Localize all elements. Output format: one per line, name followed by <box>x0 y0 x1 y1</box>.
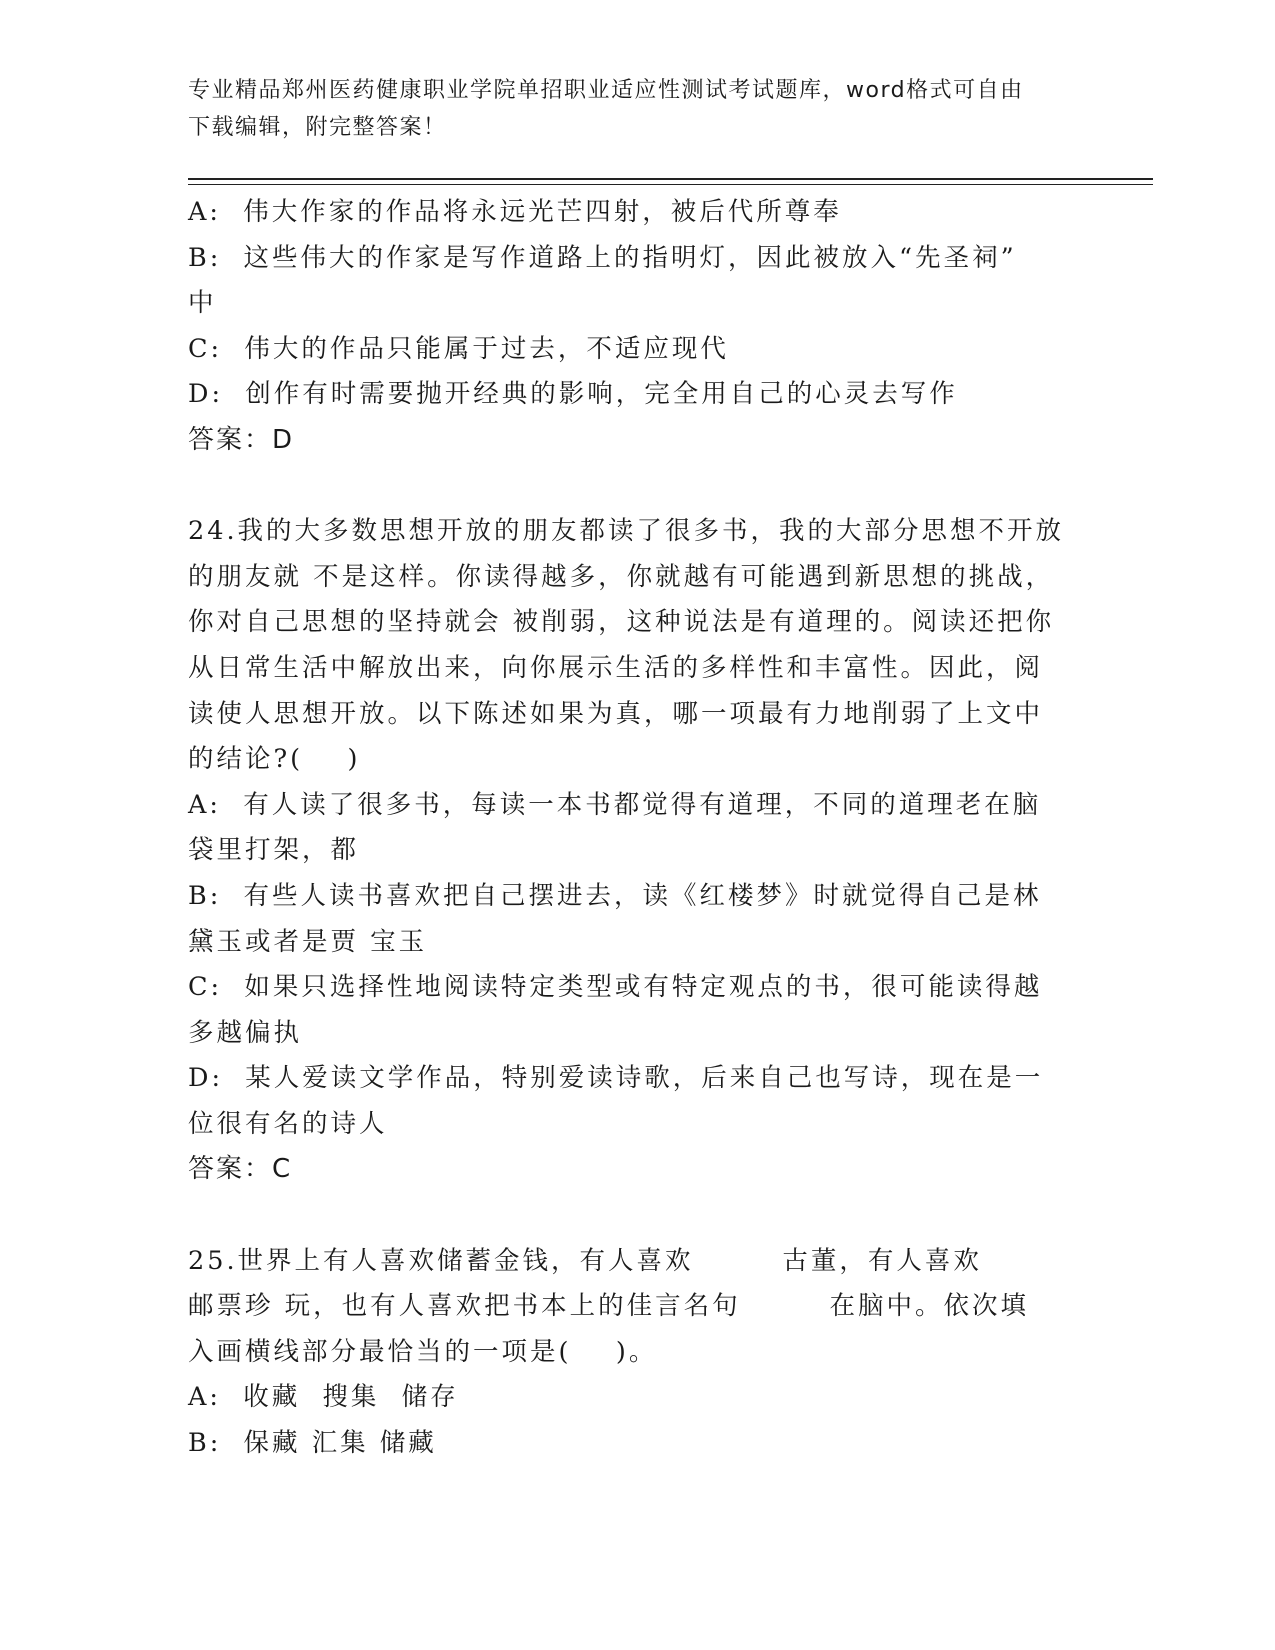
question-stem-line: 的结论?( ) <box>188 744 361 775</box>
question-stem-line: 24.我的大多数思想开放的朋友都读了很多书，我的大部分思想不开放 <box>188 516 1065 547</box>
option-d: D: 某人爱读文学作品，特别爱读诗歌，后来自己也写诗，现在是一 <box>188 1063 1044 1094</box>
header-line-2: 下载编辑，附完整答案！ <box>188 115 447 140</box>
question-stem-line: 的朋友就 不是这样。你读得越多，你就越有可能遇到新思想的挑战， <box>188 561 1055 592</box>
question-content <box>188 190 1088 1467</box>
spacer <box>188 1193 1088 1239</box>
option-a: A: 收藏 搜集 储存 <box>188 1382 459 1413</box>
option-b-continued: 黛玉或者是贾 宝玉 <box>188 926 428 957</box>
spacer <box>188 464 1088 510</box>
header-divider <box>188 178 1153 180</box>
option-a-continued: 袋里打架，都 <box>188 835 360 866</box>
question-stem-line: 入画横线部分最恰当的一项是( )。 <box>188 1336 658 1367</box>
question-stem-line: 25.世界上有人喜欢储蓄金钱，有人喜欢 古董，有人喜欢 <box>188 1245 982 1276</box>
option-b-continued: 中 <box>188 288 217 319</box>
option-a: A: 有人读了很多书，每读一本书都觉得有道理，不同的道理老在脑 <box>188 789 1042 820</box>
option-a: A: 伟大作家的作品将永远光芒四射，被后代所尊奉 <box>188 197 842 227</box>
option-b: B: 保藏 汇集 储藏 <box>188 1428 437 1459</box>
option-b: B: 有些人读书喜欢把自己摆进去，读《红楼梦》时就觉得自己是林 <box>188 880 1042 911</box>
option-d-continued: 位很有名的诗人 <box>188 1108 388 1139</box>
question-23 <box>188 190 1088 464</box>
answer: 答案：D <box>188 424 295 455</box>
answer: 答案：C <box>188 1154 293 1185</box>
option-c: C: 如果只选择性地阅读特定类型或有特定观点的书，很可能读得越 <box>188 972 1043 1003</box>
header-divider-thin <box>188 184 1153 185</box>
question-24 <box>188 509 1088 1193</box>
option-d: D: 创作有时需要抛开经典的影响，完全用自己的心灵去写作 <box>188 379 958 410</box>
question-stem-line: 你对自己思想的坚持就会 被削弱，这种说法是有道理的。阅读还把你 <box>188 607 1055 638</box>
option-c-continued: 多越偏执 <box>188 1017 303 1048</box>
question-stem-line: 读使人思想开放。以下陈述如果为真，哪一项最有力地削弱了上文中 <box>188 698 1044 729</box>
question-stem-line: 从日常生活中解放出来，向你展示生活的多样性和丰富性。因此，阅 <box>188 652 1044 683</box>
question-stem-line: 邮票珍 玩，也有人喜欢把书本上的佳言名句 在脑中。依次填 <box>188 1291 1029 1322</box>
option-b: B: 这些伟大的作家是写作道路上的指明灯，因此被放入“先圣祠” <box>188 242 1017 273</box>
question-25 <box>188 1239 1088 1467</box>
option-c: C: 伟大的作品只能属于过去，不适应现代 <box>188 333 729 364</box>
header-line-1: 专业精品郑州医药健康职业学院单招职业适应性测试考试题库，word格式可自由 <box>188 78 1024 103</box>
document-header <box>188 72 1088 146</box>
